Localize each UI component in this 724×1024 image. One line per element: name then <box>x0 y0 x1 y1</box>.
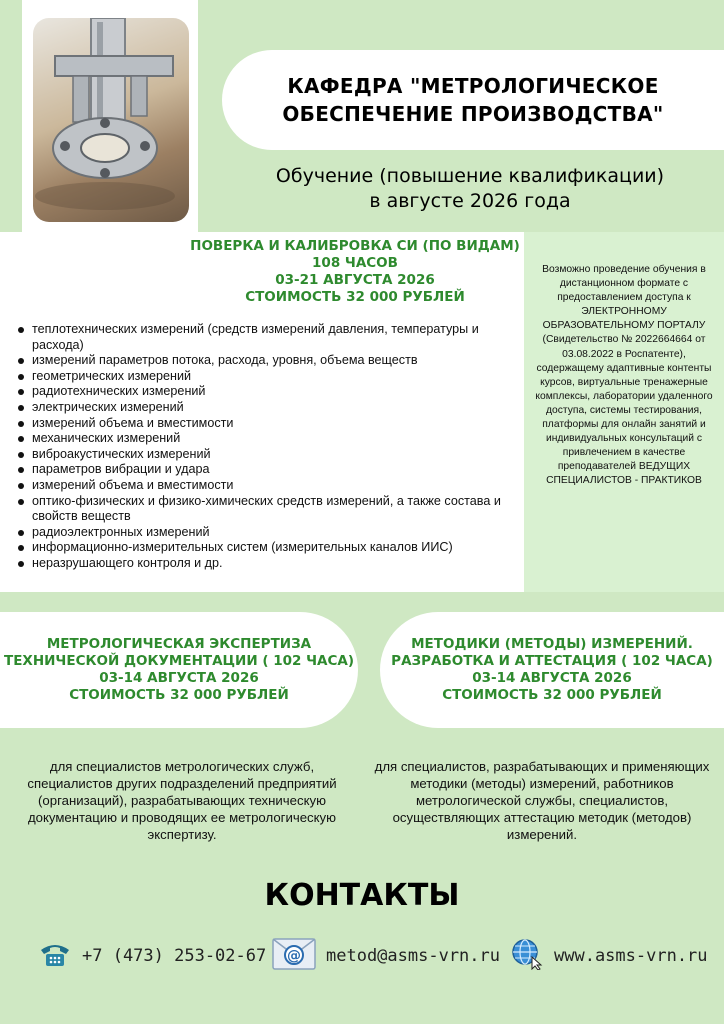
list-item: электрических измерений <box>14 400 514 416</box>
course-price: СТОИМОСТЬ 32 000 РУБЛЕЙ <box>245 289 465 305</box>
expertise-course-price: СТОИМОСТЬ 32 000 РУБЛЕЙ <box>69 687 289 703</box>
telephone-icon <box>38 940 72 973</box>
main-course-heading <box>190 238 520 306</box>
course-methods-pill <box>380 612 724 728</box>
list-item: оптико-физических и физико-химических средств измерений, а также состава и свойств веществ <box>14 494 514 525</box>
department-title <box>282 72 663 128</box>
subtitle-line-2: в августе 2026 года <box>369 190 571 212</box>
list-item: радиоэлектронных измерений <box>14 525 514 541</box>
remote-learning-note: Возможно проведение обучения в дистанционном формате с предоставлением доступа к ЭЛЕКТРОННОМУ ОБРАЗОВАТЕЛЬНОМУ ПОРТАЛУ (Свидетельство № 2022664664 от 03.08.2022 в Роспатенте), содержащему адаптивные контенты курсов, виртуальные тренажерные комплексы, лаборатории удаленного доступа, системы тестирования, платформы для онлайн занятий и индивидуальных консультаций с привлечением в качестве преподавателей ВЕДУЩИХ СПЕЦИАЛИСТОВ - ПРАКТИКОВ <box>535 264 713 487</box>
list-item: информационно-измерительных систем (измерительных каналов ИИС) <box>14 540 514 556</box>
list-item: неразрушающего контроля и др. <box>14 556 514 572</box>
list-item: измерений объема и вместимости <box>14 416 514 432</box>
list-item: механических измерений <box>14 431 514 447</box>
methods-course-dates: 03-14 АВГУСТА 2026 <box>472 670 632 686</box>
course-expertise-pill <box>0 612 358 728</box>
email-contact <box>272 938 500 974</box>
course-dates: 03-21 АВГУСТА 2026 <box>275 272 435 288</box>
list-item: радиотехнических измерений <box>14 384 514 400</box>
course-hours: 108 ЧАСОВ <box>312 255 398 271</box>
methods-course-line-1: МЕТОДИКИ (МЕТОДЫ) ИЗМЕРЕНИЙ. <box>411 636 693 652</box>
list-item: измерений объема и вместимости <box>14 478 514 494</box>
expertise-course-line-1: МЕТРОЛОГИЧЕСКАЯ ЭКСПЕРТИЗА <box>46 636 312 652</box>
measurement-topics-list <box>14 322 514 572</box>
subtitle-line-1: Обучение (повышение квалификации) <box>275 165 665 187</box>
list-item: измерений параметров потока, расхода, уровня, объема веществ <box>14 353 514 369</box>
phone-number[interactable]: +7 (473) 253-02-67 <box>82 946 267 966</box>
phone-contact <box>38 938 266 974</box>
list-item: параметров вибрации и удара <box>14 462 514 478</box>
svg-text:@: @ <box>287 947 301 964</box>
list-item: теплотехнических измерений (средств измерений давления, температуры и расхода) <box>14 322 514 353</box>
training-subtitle <box>260 164 680 214</box>
list-item: геометрических измерений <box>14 369 514 385</box>
list-item: виброакустических измерений <box>14 447 514 463</box>
title-line-2: ОБЕСПЕЧЕНИЕ ПРОИЗВОДСТВА" <box>282 102 664 126</box>
department-title-box <box>222 50 724 150</box>
globe-icon <box>510 938 544 975</box>
contacts-heading: КОНТАКТЫ <box>264 878 460 913</box>
email-address[interactable]: metod@asms-vrn.ru <box>326 946 500 966</box>
title-line-1: КАФЕДРА "МЕТРОЛОГИЧЕСКОЕ <box>287 74 659 98</box>
website-url[interactable]: www.asms-vrn.ru <box>554 946 708 966</box>
website-contact <box>510 938 708 974</box>
course-name: ПОВЕРКА И КАЛИБРОВКА СИ (ПО ВИДАМ) <box>190 238 520 254</box>
email-at-icon <box>272 938 316 975</box>
expertise-audience-text: для специалистов метрологических служб, специалистов других подразделений предприятий (организаций), разрабатывающих техническую документацию и проводящих ее метрологическую экспертизу. <box>27 759 337 842</box>
caliper-flange-photo <box>33 18 189 222</box>
expertise-course-line-2: ТЕХНИЧЕСКОЙ ДОКУМЕНТАЦИИ ( 102 ЧАСА) <box>4 653 354 669</box>
methods-audience-text: для специалистов, разрабатывающих и применяющих методики (методы) измерений, работников метрологической службы, специалистов, осуществляющих аттестацию методик (методов) измерений. <box>374 759 710 842</box>
expertise-course-dates: 03-14 АВГУСТА 2026 <box>99 670 259 686</box>
methods-course-price: СТОИМОСТЬ 32 000 РУБЛЕЙ <box>442 687 662 703</box>
methods-course-line-2: РАЗРАБОТКА И АТТЕСТАЦИЯ ( 102 ЧАСА) <box>391 653 713 669</box>
